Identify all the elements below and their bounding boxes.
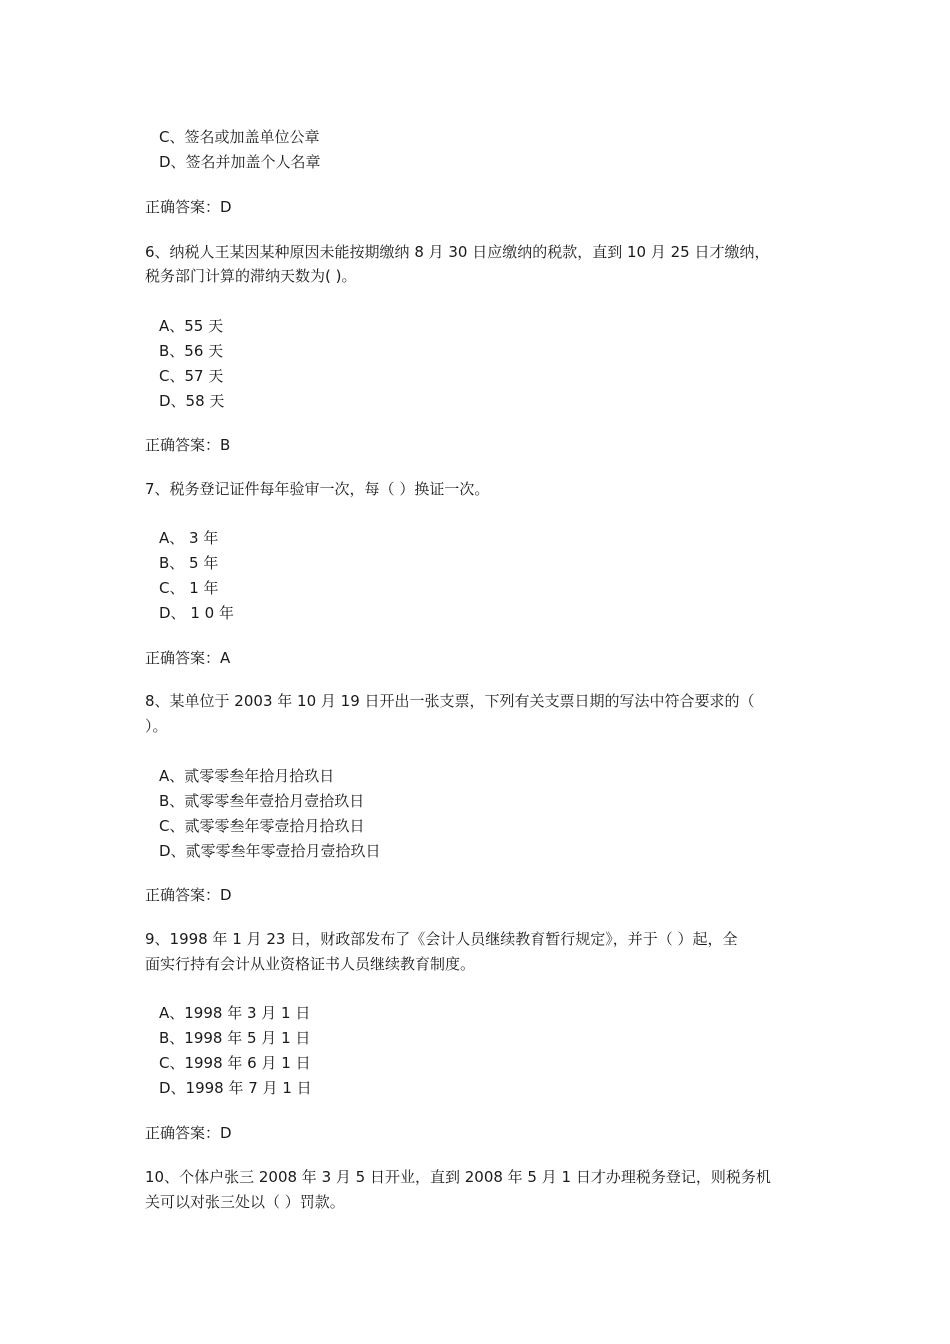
option-d: D、1998 年 7 月 1 日 [159,1079,312,1097]
answer-line: 正确答案：D [145,198,232,216]
option-c: C、1998 年 6 月 1 日 [159,1054,311,1072]
question-7-line-1: 7、税务登记证件每年验审一次，每（ ）换证一次。 [145,480,490,498]
question-9-line-1: 9、1998 年 1 月 23 日，财政部发布了《会计人员继续教育暂行规定》，并于（ ）起，全 [145,930,738,948]
question-6-line-1: 6、纳税人王某因某种原因未能按期缴纳 8 月 30 日应缴纳的税款，直到 10 月 25 日才缴纳， [145,243,770,261]
answer-line: 正确答案：D [145,1124,232,1142]
question-9-line-2: 面实行持有会计从业资格证书人员继续教育制度。 [145,955,476,973]
option-b: B、56 天 [159,342,224,360]
option-c: C、贰零零叁年零壹拾月拾玖日 [159,817,365,835]
question-10-line-1: 10、个体户张三 2008 年 3 月 5 日开业，直到 2008 年 5 月 1 日才办理税务登记，则税务机 [145,1168,771,1186]
option-d: D、签名并加盖个人名章 [159,153,321,171]
question-8-line-2: ）。 [145,717,168,735]
answer-line: 正确答案：A [145,649,231,667]
option-b: B、 5 年 [159,554,219,572]
option-a: A、1998 年 3 月 1 日 [159,1004,311,1022]
option-c: C、签名或加盖单位公章 [159,128,320,146]
option-a: A、55 天 [159,317,224,335]
option-b: B、贰零零叁年壹拾月壹拾玖日 [159,792,365,810]
answer-line: 正确答案：D [145,886,232,904]
question-6-line-2: 税务部门计算的滞纳天数为( )。 [145,267,357,285]
option-c: C、57 天 [159,367,224,385]
option-d: D、 1 0 年 [159,604,234,622]
option-d: D、贰零零叁年零壹拾月壹拾玖日 [159,842,381,860]
answer-line: 正确答案：B [145,436,231,454]
option-a: A、 3 年 [159,529,219,547]
option-d: D、58 天 [159,392,225,410]
option-b: B、1998 年 5 月 1 日 [159,1029,311,1047]
option-a: A、贰零零叁年拾月拾玖日 [159,767,335,785]
question-8-line-1: 8、某单位于 2003 年 10 月 19 日开出一张支票，下列有关支票日期的写法中符合要求的（ [145,692,755,710]
option-c: C、 1 年 [159,579,219,597]
question-10-line-2: 关可以对张三处以（ ）罚款。 [145,1193,345,1211]
